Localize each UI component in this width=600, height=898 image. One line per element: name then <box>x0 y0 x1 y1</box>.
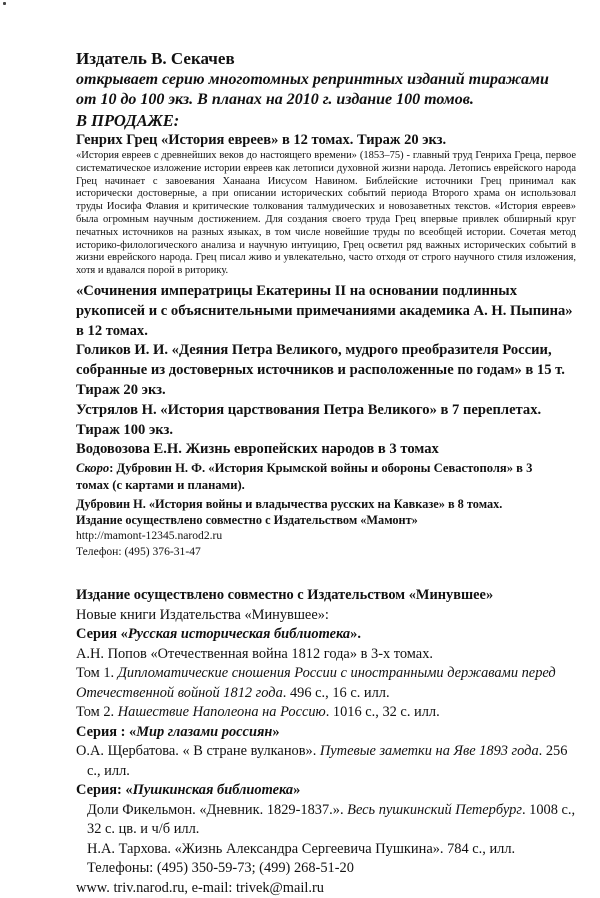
popov-vol1-line1 <box>76 664 576 684</box>
series-suffix: » <box>293 782 301 799</box>
vol-title: Нашествие Наполеона на Россию <box>117 704 326 721</box>
soon-text: : Дубровин Н. Ф. «История Крымской войны и обороны Севастополя» в 3 <box>109 461 533 476</box>
book-details: . 1008 с., <box>521 801 576 818</box>
mamont-phone: Телефон: (495) 376-31-47 <box>76 545 201 559</box>
popov-vol2 <box>76 703 576 723</box>
popov-vol1-line2 <box>76 684 576 704</box>
book-line: собранные из достоверных источников и расположенные по годам» в 15 т. <box>76 362 565 379</box>
book-vodovozova: Водовозова Е.Н. Жизнь европейских народов в 3 томах <box>76 441 439 458</box>
series-suffix: ». <box>350 626 361 643</box>
minuvshee-phones: Телефоны: (495) 350-59-73; (499) 268-51-20 <box>87 860 354 877</box>
book-line: Устрялов Н. «История царствования Петра Великого» в 7 переплетах. <box>76 401 542 418</box>
series-prefix: Серия: « <box>76 782 133 799</box>
scherbatova-line2: с., илл. <box>87 762 130 779</box>
vol-details: . 496 с., 16 с. илл. <box>282 684 390 701</box>
tarkhova-line: Н.А. Тархова. «Жизнь Александра Сергеевича Пушкина». 784 с., илл. <box>87 840 516 857</box>
book-line: Тираж 100 экз. <box>76 421 173 438</box>
book-author-title: О.А. Щербатова. « В стране вулканов». <box>76 743 320 760</box>
book-line: Тираж 20 экз. <box>76 381 166 398</box>
book-ekaterina <box>76 282 576 341</box>
series-name: Мир глазами россиян <box>136 723 273 740</box>
series-name: Пушкинская библиотека <box>132 782 294 799</box>
book-ustryalov <box>76 401 576 441</box>
mamont-url: http://mamont-12345.narod2.ru <box>76 529 223 543</box>
scan-speck <box>3 2 6 5</box>
book-subtitle: Весь пушкинский Петербург <box>347 801 522 818</box>
scherbatova-line1 <box>76 742 576 762</box>
vol-prefix: Том 2. <box>76 704 118 721</box>
minuvshee-web: www. triv.narod.ru, e-mail: trivek@mail.ru <box>76 879 324 896</box>
announce-line-2: от 10 до 100 экз. В планах на 2010 г. издание 100 томов. <box>76 91 474 108</box>
book-line: в 12 томах. <box>76 322 148 339</box>
vol-details: . 1016 с., 32 с. илл. <box>325 704 440 721</box>
book-details: . 256 <box>538 743 568 760</box>
popov-title: А.Н. Попов «Отечественная война 1812 года» в 3-х томах. <box>76 645 433 662</box>
book-golikov <box>76 341 576 400</box>
graetz-title: Генрих Грец «История евреев» в 12 томах. Тираж 20 экз. <box>76 132 447 148</box>
minuvshee-section <box>76 586 576 898</box>
minuvshee-title: Издание осуществлено совместно с Издательством «Минувшее» <box>76 587 494 604</box>
series-heading-3 <box>76 781 576 801</box>
fikelmon-line2: 32 с. цв. и ч/б илл. <box>87 821 200 838</box>
soon-label: Скоро <box>76 461 110 476</box>
soon-line-1 <box>76 460 576 477</box>
soon-line-2: томах (с картами и планами). <box>76 478 245 493</box>
on-sale-heading: В ПРОДАЖЕ: <box>76 111 180 130</box>
series-prefix: Серия : « <box>76 723 137 740</box>
book-author-title: Доли Фикельмон. «Дневник. 1829-1837.». <box>87 801 348 818</box>
series-heading-2 <box>76 723 576 743</box>
content-column <box>76 48 576 898</box>
series-suffix: » <box>272 723 280 740</box>
mamont-note: Издание осуществлено совместно с Издательством «Мамонт» <box>76 513 418 528</box>
book-line: «Сочинения императрицы Екатерины II на основании подлинных <box>76 282 517 299</box>
series-name: Русская историческая библиотека <box>127 626 351 643</box>
announce-line-1: открывает серию многотомных репринтных изданий тиражами <box>76 71 549 88</box>
book-subtitle: Путевые заметки на Яве 1893 года <box>319 743 539 760</box>
graetz-description: «История евреев с древнейших веков до настоящего времени» (1853–75) - главный труд Генриха Греца, первое систематическое изложение истории евреев как летописи духовной жизни народа. Летопись еврейского народа Грец начинает с завоевания Ханаана Иисусом Навином. Библейские источники Грец принимал как исторически достоверные, а при описании исторических событий периода Второго храма он использовал труды Иосифа Флавия и критические толкования талмудических и новозаветных текстов. «История евреев» была огромным научным достижением. Для создания своего труда Грец впервые привлек обширный круг печатных источников на разных языках, в том числе новейшие труды по всеобщей истории. Сочетая метод историко-филологического анализа и научную интуицию, Грец осветил ряд важных исторических событий в жизни еврейского народа. Грец писал живо и увлекательно, часто отходя от строго научного стиля изложения, хотя и вдавался порой в риторику. <box>76 150 576 277</box>
vol-title: Дипломатические сношения России с иностранными державами перед <box>117 665 556 682</box>
fikelmon-line1 <box>76 801 576 821</box>
series-heading-1 <box>76 625 576 645</box>
book-dubrovin-caucasus: Дубровин Н. «История войны и владычества русских на Кавказе» в 8 томах. <box>76 497 503 512</box>
minuvshee-new-books: Новые книги Издательства «Минувшее»: <box>76 606 329 623</box>
vol-prefix: Том 1. <box>76 665 118 682</box>
book-line: рукописей и с объяснительными примечаниями академика А. Н. Пыпина» <box>76 302 573 319</box>
publisher-title: Издатель В. Секачев <box>76 49 235 68</box>
vol-title: Отечественной войной 1812 года <box>76 684 283 701</box>
series-prefix: Серия « <box>76 626 128 643</box>
book-line: Голиков И. И. «Деяния Петра Великого, мудрого преобразителя России, <box>76 342 552 359</box>
